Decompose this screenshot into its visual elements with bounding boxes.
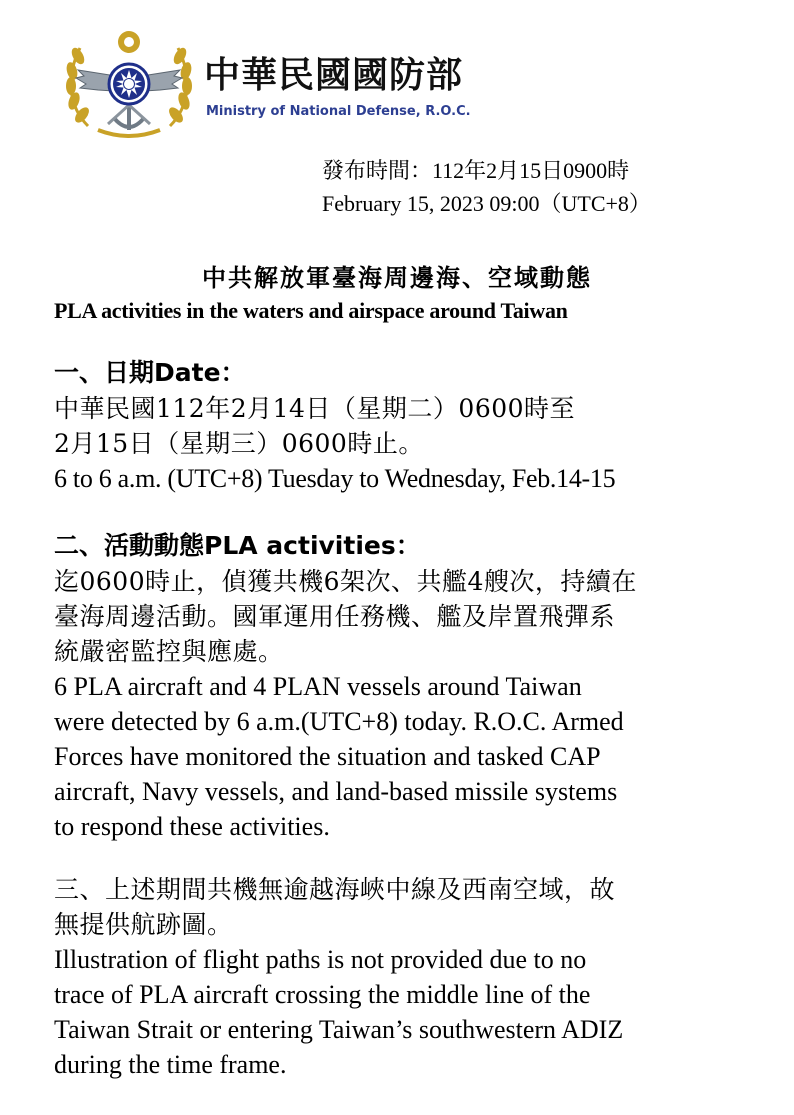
section-activities-en-line: were detected by 6 a.m.(UTC+8) today. R.O.C. Armed [54,707,624,736]
section-activities-en-line: 6 PLA aircraft and 4 PLAN vessels around Taiwan [54,672,582,701]
letterhead [58,26,518,144]
org-name-chinese: 中華民國國防部 [204,55,464,96]
section-activities-en-line: Forces have monitored the situation and tasked CAP [54,742,601,771]
section-activities [54,528,774,844]
section-activities-en-line: to respond these activities. [54,812,330,841]
org-name-english: Ministry of National Defense, R.O.C. [206,104,471,119]
document-title-en: PLA activities in the waters and airspace around Taiwan [54,298,568,323]
mnd-emblem-icon [58,26,200,144]
section-flight-paths-en-line: Illustration of flight paths is not provided due to no [54,945,587,974]
section-flight-paths-en-line: Taiwan Strait or entering Taiwan’s southwestern ADIZ [54,1015,624,1044]
section-flight-paths-en-line: trace of PLA aircraft crossing the middle line of the [54,980,591,1009]
section-activities-zh-line: 臺海周邊活動。國軍運用任務機、艦及岸置飛彈系 [54,602,616,631]
release-time [322,154,651,220]
section-date-en-line: 6 to 6 a.m. (UTC+8) Tuesday to Wednesday, Feb.14-15 [54,464,616,493]
section-flight-paths-zh-line: 無提供航跡圖。 [54,910,233,939]
section-activities-en-line: aircraft, Navy vessels, and land-based missile systems [54,777,618,806]
section-flight-paths-zh-line: 三、上述期間共機無逾越海峽中線及西南空域，故 [54,875,616,904]
section-date [54,355,774,496]
section-date-zh-line: 中華民國112年2月14日（星期二）0600時至 [54,394,576,423]
section-activities-zh-line: 統嚴密監控與應處。 [54,637,284,666]
section-activities-zh-line: 迄0600時止，偵獲共機6架次、共艦4艘次，持續在 [54,567,637,596]
release-time-en: February 15, 2023 09:00（UTC+8） [322,191,651,216]
section-flight-paths [54,872,774,1082]
section-date-zh-line: 2月15日（星期三）0600時止。 [54,429,424,458]
section-flight-paths-en-line: during the time frame. [54,1050,287,1079]
release-time-zh: 發布時間：112年2月15日0900時 [322,158,630,183]
section-activities-heading: 二、活動動態PLA activities： [54,531,421,560]
section-date-heading: 一、日期Date： [54,358,246,387]
document-title-zh: 中共解放軍臺海周邊海、空域動態 [202,264,592,292]
